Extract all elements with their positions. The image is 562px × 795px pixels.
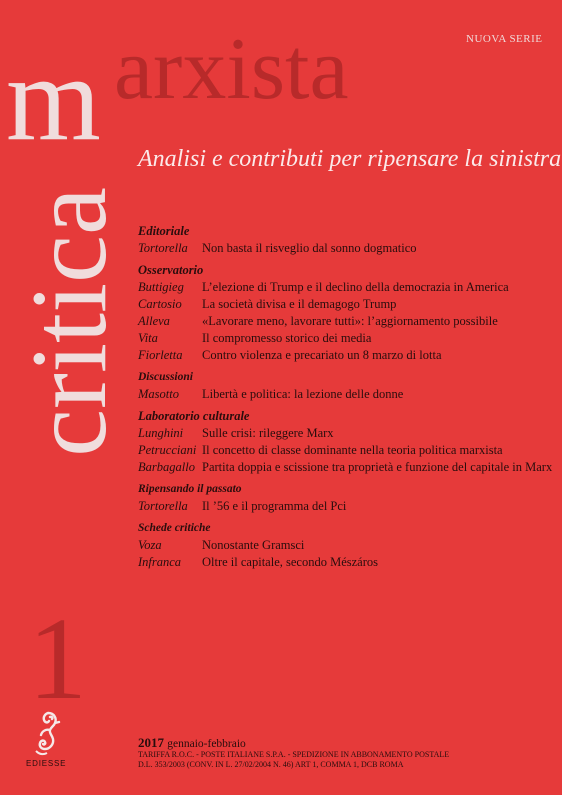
toc-title: Il compromesso storico dei media [202, 331, 372, 345]
publisher-name: EDIESSE [26, 759, 67, 768]
toc-entry [138, 537, 558, 554]
toc-entry [138, 554, 558, 571]
toc-title: Partita doppia e scissione tra proprietà e funzione del capitale in Marx [202, 460, 553, 474]
toc-entry [138, 296, 558, 313]
toc-section-title: Editoriale [138, 224, 190, 238]
toc-author: Cartosio [138, 297, 182, 311]
toc-section [138, 262, 558, 364]
issue-months: gennaio-febbraio [167, 738, 246, 750]
toc-title: Contro violenza e precariato un 8 marzo di lotta [202, 348, 442, 362]
toc-entry [138, 313, 558, 330]
toc-title: Sulle crisi: rileggere Marx [202, 426, 334, 440]
toc-author: Barbagallo [138, 460, 195, 474]
toc-author: Infranca [138, 555, 182, 569]
toc-title: Il ’56 e il programma del Pci [202, 499, 347, 513]
toc-title: L’elezione di Trump e il declino della democrazia in America [202, 280, 509, 294]
series-label: NUOVA SERIE [466, 33, 543, 45]
postal-line: D.L. 353/2003 (CONV. IN L. 27/02/2004 N. 46) ART 1, COMMA 1, DCB ROMA [138, 759, 404, 769]
toc-section-title: Ripensando il passato [138, 483, 242, 495]
toc-title: «Lavorare meno, lavorare tutti»: l’aggiornamento possibile [202, 314, 498, 328]
toc-author: Lunghini [138, 426, 184, 440]
issue-number: 1 [28, 593, 87, 724]
toc-author: Tortorella [138, 499, 188, 513]
toc-author: Alleva [138, 314, 170, 328]
toc-entry [138, 498, 558, 515]
toc-entry [138, 386, 558, 403]
toc-author: Petrucciani [138, 443, 197, 457]
toc-entry [138, 425, 558, 442]
toc-author: Fiorletta [138, 348, 183, 362]
toc-author: Buttigieg [138, 280, 184, 294]
toc-section-title: Laboratorio culturale [138, 409, 250, 423]
toc-entry [138, 442, 558, 459]
toc-title: Nonostante Gramsci [202, 538, 305, 552]
toc-author: Voza [138, 538, 162, 552]
toc-entry [138, 459, 558, 476]
vertical-title: critica [10, 187, 129, 457]
toc-entry [138, 347, 558, 364]
toc-section [138, 408, 558, 476]
toc-author: Vita [138, 331, 158, 345]
toc-author: Tortorella [138, 241, 188, 255]
toc-title: Libertà e politica: la lezione delle donne [202, 387, 404, 401]
toc-title: Oltre il capitale, secondo Mészáros [202, 555, 378, 569]
masthead-m: m [6, 31, 101, 166]
toc-section-title: Osservatorio [138, 263, 204, 277]
toc-title: La società divisa e il demagogo Trump [202, 297, 397, 311]
toc-title: Non basta il risveglio dal sonno dogmatico [202, 241, 417, 255]
toc-entry [138, 330, 558, 347]
toc-section [138, 223, 558, 257]
toc-section-title: Discussioni [138, 371, 193, 383]
subtitle: Analisi e contributi per ripensare la sinistra [138, 146, 562, 172]
toc-section [138, 520, 558, 571]
postal-info [138, 750, 449, 769]
masthead-title: arxista [114, 21, 349, 118]
toc-author: Masotto [138, 387, 179, 401]
toc-entry [138, 240, 558, 257]
toc-title: Il concetto di classe dominante nella teoria politica marxista [202, 443, 503, 457]
table-of-contents [138, 223, 558, 571]
seahorse-icon [30, 711, 62, 757]
toc-section-title: Schede critiche [138, 522, 211, 534]
issue-date [138, 735, 246, 751]
toc-section [138, 369, 558, 403]
toc-entry [138, 279, 558, 296]
postal-line: TARIFFA R.O.C. - POSTE ITALIANE S.P.A. - SPEDIZIONE IN ABBONAMENTO POSTALE [138, 750, 450, 759]
toc-section [138, 481, 558, 515]
issue-year: 2017 [138, 735, 164, 750]
